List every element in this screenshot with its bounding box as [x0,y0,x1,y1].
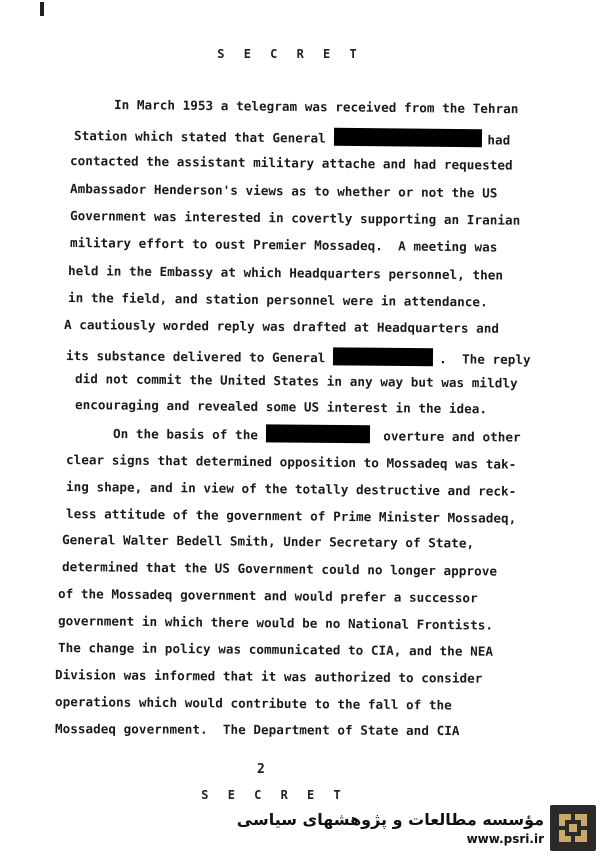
text-line [55,721,460,739]
text-segment: overture and other [375,428,521,445]
text-segment: The change in policy was communicated to CIA, and the NEA [57,640,494,659]
text-segment: less attitude of the government of Prime Minister Mossadeq, [65,506,517,526]
text-segment: encouraging and revealed some US interest in the idea. [74,397,488,417]
text-line [55,694,452,713]
publisher-watermark [237,805,596,851]
text-line [66,479,516,500]
text-line [114,97,519,117]
text-segment: General Walter Bedell Smith, Under Secretary of State, [61,532,475,551]
text-line [64,317,499,337]
text-segment: operations which would contribute to the fall of the [54,694,452,713]
text-segment: of the Mossadeq government and would prefer a successor [57,586,478,606]
text-line [113,423,521,446]
text-segment: Government was interested in covertly supporting an Iranian [69,208,521,228]
text-segment: Division was informed that it was authorized to consider [54,667,483,686]
watermark-institute-name: مؤسسه مطالعات و پژوهشهای سیاسی [236,810,544,829]
redaction-block [333,347,433,366]
text-segment: clear signs that determined opposition to Mossadeq was tak- [65,452,517,472]
redaction-block [333,128,481,148]
text-segment: Station which stated that General [73,128,334,146]
text-line [55,667,483,687]
text-line [58,613,493,634]
classification-footer: S E C R E T [201,788,347,802]
text-segment: ing shape, and in view of the totally destructive and reck- [65,479,517,499]
text-segment: A cautiously worded reply was drafted at Headquarters and [63,317,500,336]
text-line [70,153,513,174]
text-segment: had [487,132,511,148]
text-line [62,559,497,580]
text-segment: In March 1953 a telegram was received from the Tehran [113,97,519,117]
redaction-block [266,424,370,443]
text-line [70,235,498,255]
text-segment: military effort to oust Premier Mossadeq. A meeting was [69,235,498,255]
text-segment: On the basis of the [112,426,266,443]
text-line [58,640,493,660]
text-line [70,181,498,201]
text-line [66,345,531,368]
text-segment: government in which there would be no National Frontists. [57,613,494,633]
text-line [66,452,516,473]
page-number: 2 [257,762,265,777]
text-line [66,506,516,527]
text-line [75,371,518,392]
text-line [62,532,474,552]
text-segment: Ambassador Henderson's views as to whether or not the US [69,181,498,201]
classification-header: S E C R E T [217,47,363,61]
text-segment: determined that the US Government could no longer approve [61,559,498,579]
text-segment: contacted the assistant military attache and had requested [69,153,513,173]
text-segment: . The reply [439,351,531,368]
text-line [70,208,520,229]
text-line [68,290,488,310]
text-segment: Mossadeq government. The Department of State and CIA [54,721,460,739]
text-line [68,263,503,284]
text-segment: its substance delivered to General [65,348,334,366]
text-line [75,397,487,417]
scan-corner-mark [40,2,44,16]
text-line [74,125,511,149]
text-segment: in the field, and station personnel were in attendance. [67,290,488,310]
text-segment: held in the Embassy at which Headquarters personnel, then [67,263,504,283]
text-line [58,586,478,606]
psri-logo-icon [550,805,596,851]
text-segment: did not commit the United States in any way but was mildly [74,371,518,391]
watermark-url: www.psri.ir [466,832,544,846]
